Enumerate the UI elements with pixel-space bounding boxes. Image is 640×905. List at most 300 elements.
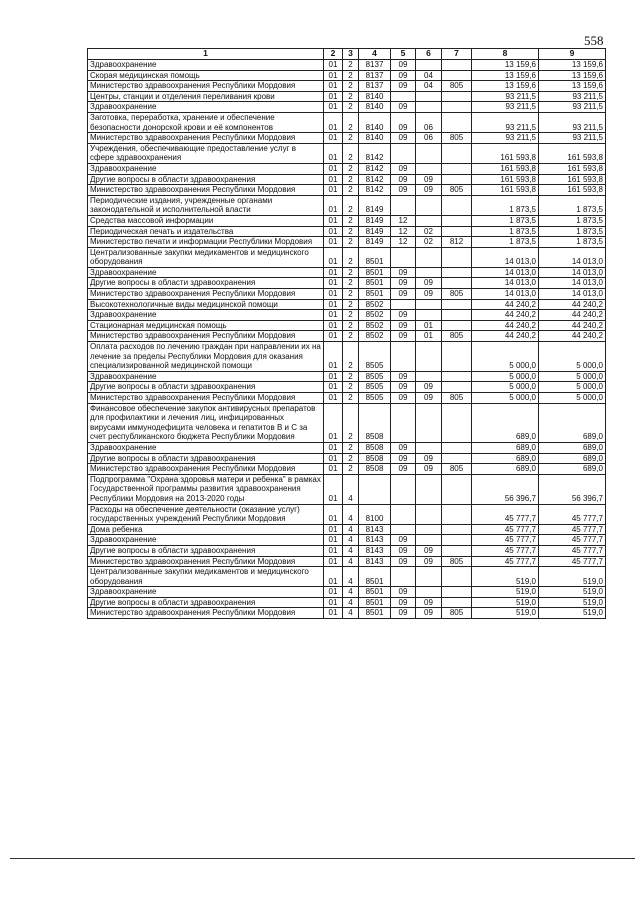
code-target: 8508 [359,442,391,453]
code-ministry: 805 [442,331,472,342]
code-section: 09 [391,371,416,382]
code-subsection: 09 [416,464,442,475]
table-row [88,91,606,102]
code-subsection: 09 [416,393,442,404]
code-target: 8140 [359,102,391,113]
code-section: 09 [391,597,416,608]
code-pp: 2 [343,310,359,321]
amount-2015: 13 159,6 [539,70,606,81]
code-target: 8137 [359,70,391,81]
code-ministry [442,382,472,393]
code-pp: 4 [343,597,359,608]
row-name: Заготовка, переработка, хранение и обеспечение безопасности донорской крови и её компонентов [88,112,324,132]
amount-2014: 5 000,0 [472,342,539,372]
amount-2015: 519,0 [539,587,606,598]
table-row [88,163,606,174]
row-name: Здравоохранение [88,60,324,71]
code-target: 8505 [359,382,391,393]
code-target: 8142 [359,163,391,174]
amount-2015: 13 159,6 [539,60,606,71]
row-name: Скорая медицинская помощь [88,70,324,81]
code-gp: 01 [324,185,343,196]
code-ministry [442,310,472,321]
row-name: Здравоохранение [88,102,324,113]
code-subsection: 04 [416,81,442,92]
code-section: 12 [391,215,416,226]
code-subsection: 01 [416,320,442,331]
row-name: Министерство здравоохранения Республики Мордовия [88,81,324,92]
amount-2015: 519,0 [539,567,606,587]
code-gp: 01 [324,163,343,174]
code-gp: 01 [324,597,343,608]
code-target: 8142 [359,143,391,163]
table-row [88,247,606,267]
code-ministry [442,60,472,71]
code-target: 8508 [359,453,391,464]
code-target: 8143 [359,556,391,567]
code-pp: 2 [343,382,359,393]
code-subsection [416,403,442,442]
code-section: 12 [391,237,416,248]
code-section: 09 [391,310,416,321]
code-target: 8149 [359,195,391,215]
code-pp: 4 [343,567,359,587]
row-name: Периодическая печать и издательства [88,226,324,237]
code-target: 8505 [359,342,391,372]
code-section [391,91,416,102]
row-name: Учреждения, обеспечивающие предоставление услуг в сфере здравоохранения [88,143,324,163]
code-ministry [442,143,472,163]
code-pp: 2 [343,299,359,310]
amount-2015: 14 013,0 [539,267,606,278]
table-row [88,331,606,342]
code-gp: 01 [324,608,343,619]
code-gp: 01 [324,278,343,289]
code-target: 8149 [359,226,391,237]
code-section: 09 [391,278,416,289]
amount-2014: 519,0 [472,608,539,619]
code-subsection [416,310,442,321]
row-name: Периодические издания, учрежденные органами законодательной и исполнительной власти [88,195,324,215]
code-pp: 2 [343,464,359,475]
table-row [88,133,606,144]
code-subsection: 09 [416,608,442,619]
amount-2015: 1 873,5 [539,237,606,248]
row-name: Министерство здравоохранения Республики Мордовия [88,608,324,619]
code-section: 09 [391,163,416,174]
code-pp: 2 [343,215,359,226]
code-section: 09 [391,608,416,619]
code-ministry [442,504,472,524]
code-ministry: 812 [442,237,472,248]
code-subsection [416,195,442,215]
code-section: 09 [391,320,416,331]
code-ministry [442,267,472,278]
row-name: Подпрограмма "Охрана здоровья матери и ребенка" в рамках Государственной программы развития здравоохранения Республики Мордовия на 2013-2020 годы [88,474,324,504]
code-target: 8505 [359,393,391,404]
amount-2014: 45 777,7 [472,545,539,556]
amount-2014: 14 013,0 [472,289,539,300]
table-row [88,289,606,300]
code-gp: 01 [324,453,343,464]
table-row [88,174,606,185]
code-target: 8502 [359,299,391,310]
table-row [88,567,606,587]
amount-2014: 161 593,8 [472,185,539,196]
row-name: Центры, станции и отделения переливания крови [88,91,324,102]
row-name: Министерство здравоохранения Республики Мордовия [88,331,324,342]
code-section [391,299,416,310]
amount-2015: 519,0 [539,608,606,619]
code-gp: 01 [324,382,343,393]
amount-2015: 5 000,0 [539,342,606,372]
code-gp: 01 [324,215,343,226]
code-ministry [442,174,472,185]
code-gp: 01 [324,320,343,331]
code-ministry [442,597,472,608]
code-ministry [442,535,472,546]
code-target: 8143 [359,524,391,535]
table-row [88,226,606,237]
code-subsection: 09 [416,289,442,300]
code-gp: 01 [324,70,343,81]
code-target: 8143 [359,535,391,546]
table-row [88,267,606,278]
amount-2015: 93 211,5 [539,91,606,102]
col-header: 5 [391,49,416,60]
col-header: 9 [539,49,606,60]
code-pp: 2 [343,442,359,453]
table-row [88,608,606,619]
row-name: Централизованные закупки медикаментов и медицинского оборудования [88,247,324,267]
row-name: Министерство печати и информации Республики Мордовия [88,237,324,248]
page-number: 558 [584,33,604,48]
code-section [391,504,416,524]
amount-2014: 13 159,6 [472,70,539,81]
code-subsection: 09 [416,453,442,464]
code-ministry: 805 [442,81,472,92]
code-subsection [416,442,442,453]
code-target: 8501 [359,587,391,598]
code-gp: 01 [324,442,343,453]
code-ministry [442,371,472,382]
amount-2014: 14 013,0 [472,278,539,289]
row-name: Министерство здравоохранения Республики Мордовия [88,556,324,567]
table-row [88,556,606,567]
code-section: 09 [391,185,416,196]
code-section: 09 [391,587,416,598]
code-pp: 4 [343,556,359,567]
code-target: 8149 [359,215,391,226]
code-pp: 4 [343,504,359,524]
code-subsection: 02 [416,237,442,248]
code-ministry [442,403,472,442]
row-name: Министерство здравоохранения Республики Мордовия [88,185,324,196]
row-name: Здравоохранение [88,163,324,174]
amount-2014: 161 593,8 [472,163,539,174]
code-subsection [416,91,442,102]
code-gp: 01 [324,393,343,404]
code-gp: 01 [324,299,343,310]
table-row [88,143,606,163]
code-gp: 01 [324,143,343,163]
code-gp: 01 [324,174,343,185]
code-subsection [416,102,442,113]
amount-2014: 14 013,0 [472,247,539,267]
code-gp: 01 [324,331,343,342]
code-gp: 01 [324,133,343,144]
footer-rule [10,858,635,859]
code-section [391,403,416,442]
code-pp: 2 [343,112,359,132]
row-name: Здравоохранение [88,535,324,546]
table-row [88,320,606,331]
code-target: 8501 [359,267,391,278]
code-pp: 2 [343,81,359,92]
amount-2015: 161 593,8 [539,185,606,196]
amount-2015: 56 396,7 [539,474,606,504]
amount-2014: 44 240,2 [472,320,539,331]
code-ministry: 805 [442,556,472,567]
amount-2015: 44 240,2 [539,299,606,310]
amount-2015: 689,0 [539,442,606,453]
table-row [88,464,606,475]
amount-2015: 1 873,5 [539,215,606,226]
code-pp: 4 [343,587,359,598]
table-row [88,215,606,226]
code-subsection [416,535,442,546]
code-ministry: 805 [442,393,472,404]
code-gp: 01 [324,91,343,102]
amount-2014: 689,0 [472,453,539,464]
row-name: Другие вопросы в области здравоохранения [88,597,324,608]
code-target: 8140 [359,91,391,102]
code-ministry [442,453,472,464]
amount-2015: 93 211,5 [539,133,606,144]
code-section: 09 [391,81,416,92]
code-ministry [442,587,472,598]
col-header: 3 [343,49,359,60]
table-body [88,60,606,619]
code-pp: 2 [343,267,359,278]
amount-2014: 161 593,8 [472,143,539,163]
row-name: Оплата расходов по лечению граждан при направлении их на лечение за пределы Республики Мордовия для оказания специализированной медицинской помощи [88,342,324,372]
code-target: 8137 [359,81,391,92]
code-ministry [442,70,472,81]
amount-2014: 56 396,7 [472,474,539,504]
code-target: 8508 [359,403,391,442]
code-section: 09 [391,331,416,342]
code-target: 8100 [359,504,391,524]
code-target: 8137 [359,60,391,71]
amount-2015: 44 240,2 [539,331,606,342]
amount-2014: 45 777,7 [472,524,539,535]
code-subsection: 04 [416,70,442,81]
amount-2015: 689,0 [539,403,606,442]
code-pp: 2 [343,60,359,71]
code-ministry [442,247,472,267]
code-section: 09 [391,60,416,71]
code-target: 8501 [359,597,391,608]
code-section [391,143,416,163]
amount-2015: 45 777,7 [539,545,606,556]
code-subsection [416,504,442,524]
row-name: Дома ребенка [88,524,324,535]
code-subsection [416,371,442,382]
code-gp: 01 [324,545,343,556]
code-gp: 01 [324,403,343,442]
code-subsection: 09 [416,382,442,393]
amount-2015: 45 777,7 [539,504,606,524]
code-section: 09 [391,442,416,453]
code-ministry [442,567,472,587]
code-subsection [416,299,442,310]
code-section: 09 [391,545,416,556]
amount-2015: 1 873,5 [539,195,606,215]
code-subsection: 09 [416,278,442,289]
code-gp: 01 [324,112,343,132]
amount-2014: 5 000,0 [472,382,539,393]
amount-2014: 93 211,5 [472,91,539,102]
amount-2015: 14 013,0 [539,247,606,267]
code-ministry: 805 [442,464,472,475]
table-row [88,403,606,442]
code-target: 8502 [359,320,391,331]
code-subsection [416,524,442,535]
code-target: 8501 [359,247,391,267]
code-pp: 2 [343,163,359,174]
code-pp: 4 [343,524,359,535]
table-row [88,237,606,248]
code-ministry [442,545,472,556]
row-name: Другие вопросы в области здравоохранения [88,545,324,556]
code-subsection [416,247,442,267]
code-ministry [442,112,472,132]
code-target: 8142 [359,174,391,185]
code-ministry [442,278,472,289]
amount-2014: 45 777,7 [472,556,539,567]
table-row [88,393,606,404]
row-name: Министерство здравоохранения Республики Мордовия [88,464,324,475]
code-pp: 2 [343,174,359,185]
code-subsection: 09 [416,545,442,556]
amount-2015: 689,0 [539,453,606,464]
code-ministry [442,195,472,215]
table-row [88,278,606,289]
row-name: Здравоохранение [88,442,324,453]
code-section: 09 [391,70,416,81]
code-gp: 01 [324,504,343,524]
row-name: Финансовое обеспечение закупок антивирусных препаратов для профилактики и лечения лиц, инфицированных вирусами иммунодефицита человека и гепатитов В и С за счет республиканского бюджета Республики Мордовия [88,403,324,442]
code-pp: 2 [343,289,359,300]
code-gp: 01 [324,81,343,92]
row-name: Стационарная медицинская помощь [88,320,324,331]
table-row [88,81,606,92]
amount-2015: 44 240,2 [539,310,606,321]
amount-2015: 14 013,0 [539,278,606,289]
table-row [88,535,606,546]
col-header: 7 [442,49,472,60]
code-section: 09 [391,393,416,404]
code-subsection: 09 [416,185,442,196]
code-ministry [442,442,472,453]
code-pp: 2 [343,331,359,342]
code-gp: 01 [324,247,343,267]
row-name: Расходы на обеспечение деятельности (оказание услуг) государственных учреждений Республики Мордовия [88,504,324,524]
code-pp: 2 [343,143,359,163]
code-gp: 01 [324,310,343,321]
code-ministry: 805 [442,133,472,144]
table-row [88,587,606,598]
code-subsection: 09 [416,556,442,567]
amount-2014: 44 240,2 [472,331,539,342]
code-gp: 01 [324,237,343,248]
code-target: 8149 [359,237,391,248]
code-subsection [416,163,442,174]
code-gp: 01 [324,226,343,237]
code-ministry [442,163,472,174]
code-gp: 01 [324,342,343,372]
col-header: 1 [88,49,324,60]
code-target: 8502 [359,310,391,321]
code-section: 09 [391,535,416,546]
code-subsection [416,267,442,278]
code-gp: 01 [324,371,343,382]
code-target: 8142 [359,185,391,196]
amount-2014: 5 000,0 [472,371,539,382]
code-gp: 01 [324,567,343,587]
amount-2014: 93 211,5 [472,102,539,113]
code-pp: 2 [343,371,359,382]
code-ministry [442,299,472,310]
code-subsection [416,567,442,587]
code-section [391,195,416,215]
amount-2014: 44 240,2 [472,310,539,321]
amount-2015: 45 777,7 [539,535,606,546]
amount-2014: 13 159,6 [472,60,539,71]
code-section [391,342,416,372]
code-gp: 01 [324,195,343,215]
table-row [88,310,606,321]
amount-2015: 45 777,7 [539,524,606,535]
code-pp: 4 [343,535,359,546]
row-name: Министерство здравоохранения Республики Мордовия [88,133,324,144]
code-ministry: 805 [442,608,472,619]
table-row [88,453,606,464]
amount-2014: 1 873,5 [472,195,539,215]
row-name: Средства массовой информации [88,215,324,226]
code-section: 09 [391,289,416,300]
code-target: 8501 [359,278,391,289]
table-row [88,112,606,132]
code-ministry: 805 [442,289,472,300]
row-name: Высокотехнологичные виды медицинской помощи [88,299,324,310]
table-row [88,299,606,310]
table-row [88,382,606,393]
code-pp: 2 [343,320,359,331]
code-subsection [416,474,442,504]
table-row [88,102,606,113]
amount-2014: 93 211,5 [472,112,539,132]
code-section [391,247,416,267]
amount-2014: 689,0 [472,464,539,475]
code-target: 8140 [359,133,391,144]
code-section [391,524,416,535]
amount-2014: 44 240,2 [472,299,539,310]
code-ministry [442,102,472,113]
code-subsection [416,587,442,598]
code-section: 09 [391,556,416,567]
